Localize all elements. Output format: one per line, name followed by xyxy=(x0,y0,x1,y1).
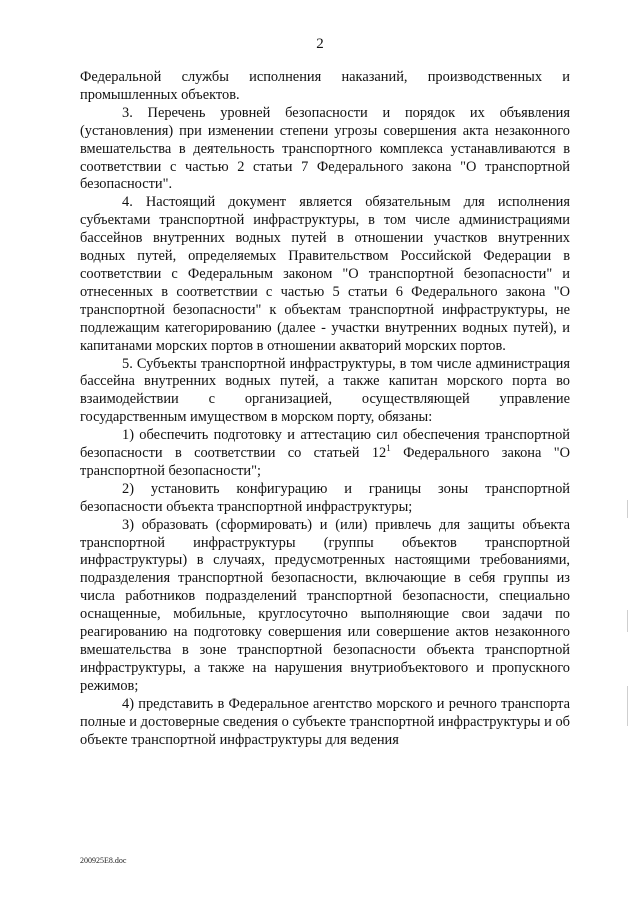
paragraph-item-5: 5. Субъекты транспортной инфраструктуры, в том числе администрация бассейна внутренних водных путей, а также капитан морского порта во взаимодействии с организацией, осуществляющей управление государственным имуществом в морском порту, обязаны: xyxy=(80,355,570,426)
paragraph-continuation: Федеральной службы исполнения наказаний, производственных и промышленных объектов. xyxy=(80,69,570,103)
paragraph-subitem-1 xyxy=(80,427,570,481)
scan-edge-mark xyxy=(627,686,628,726)
subitem-1-text-after: Федерального закона "О транспортной безопасности"; xyxy=(80,445,570,479)
footnote-superscript: 1 xyxy=(386,443,391,454)
page-number: 2 xyxy=(316,36,324,52)
paragraph-item-4: 4. Настоящий документ является обязательным для исполнения субъектами транспортной инфраструктуры, в том числе администрациями бассейнов внутренних водных путей в отношении участков внутренних водных путей, определяемых Правительством Российской Федерации в соответствии с Федеральным законом "О транспортной безопасности" и отнесенных в соответствии с частью 5 статьи 6 Федерального закона "О транспортной безопасности" к объектам транспортной инфраструктуры, не подлежащим категорированию (далее - участки внутренних водных путей), и капитанами морских портов в отношении акваторий морских портов. xyxy=(80,194,570,354)
file-name-footer: 200925E8.doc xyxy=(80,856,127,865)
subitem-1-text-before: 1) обеспечить подготовку и аттестацию сил обеспечения транспортной безопасности в соответствии со статьей 12 xyxy=(80,427,570,462)
paragraph-item-3: 3. Перечень уровней безопасности и порядок их объявления (установления) при изменении степени угрозы совершения акта незаконного вмешательства в деятельность транспортного комплекса устанавливаются в соответствии с частью 2 статьи 7 Федерального закона "О транспортной безопасности". xyxy=(80,104,570,193)
paragraph-subitem-2: 2) установить конфигурацию и границы зоны транспортной безопасности объекта транспортной инфраструктуры; xyxy=(80,480,570,515)
document-body xyxy=(80,69,570,749)
paragraph-subitem-4: 4) представить в Федеральное агентство морского и речного транспорта полные и достоверные сведения о субъекте транспортной инфраструктуры и об объекте транспортной инфраструктуры для ведения xyxy=(80,695,570,748)
paragraph-subitem-3: 3) образовать (сформировать) и (или) привлечь для защиты объекта транспортной инфраструктуры (группы объектов транспортной инфраструктуры) в случаях, предусмотренных настоящими требованиями, подразделения транспортной безопасности, включающие в себя группы из числа работников подразделений транспортной безопасности, специально оснащенные, мобильные, круглосуточно выполняющие свои задачи по реагированию на подготовку совершения или совершение актов незаконного вмешательства в зоне транспортной безопасности объекта транспортной инфраструктуры, а также на нарушения внутриобъектового и пропускного режимов; xyxy=(80,516,570,694)
scan-edge-mark xyxy=(627,500,628,518)
scan-edge-mark xyxy=(627,610,628,632)
